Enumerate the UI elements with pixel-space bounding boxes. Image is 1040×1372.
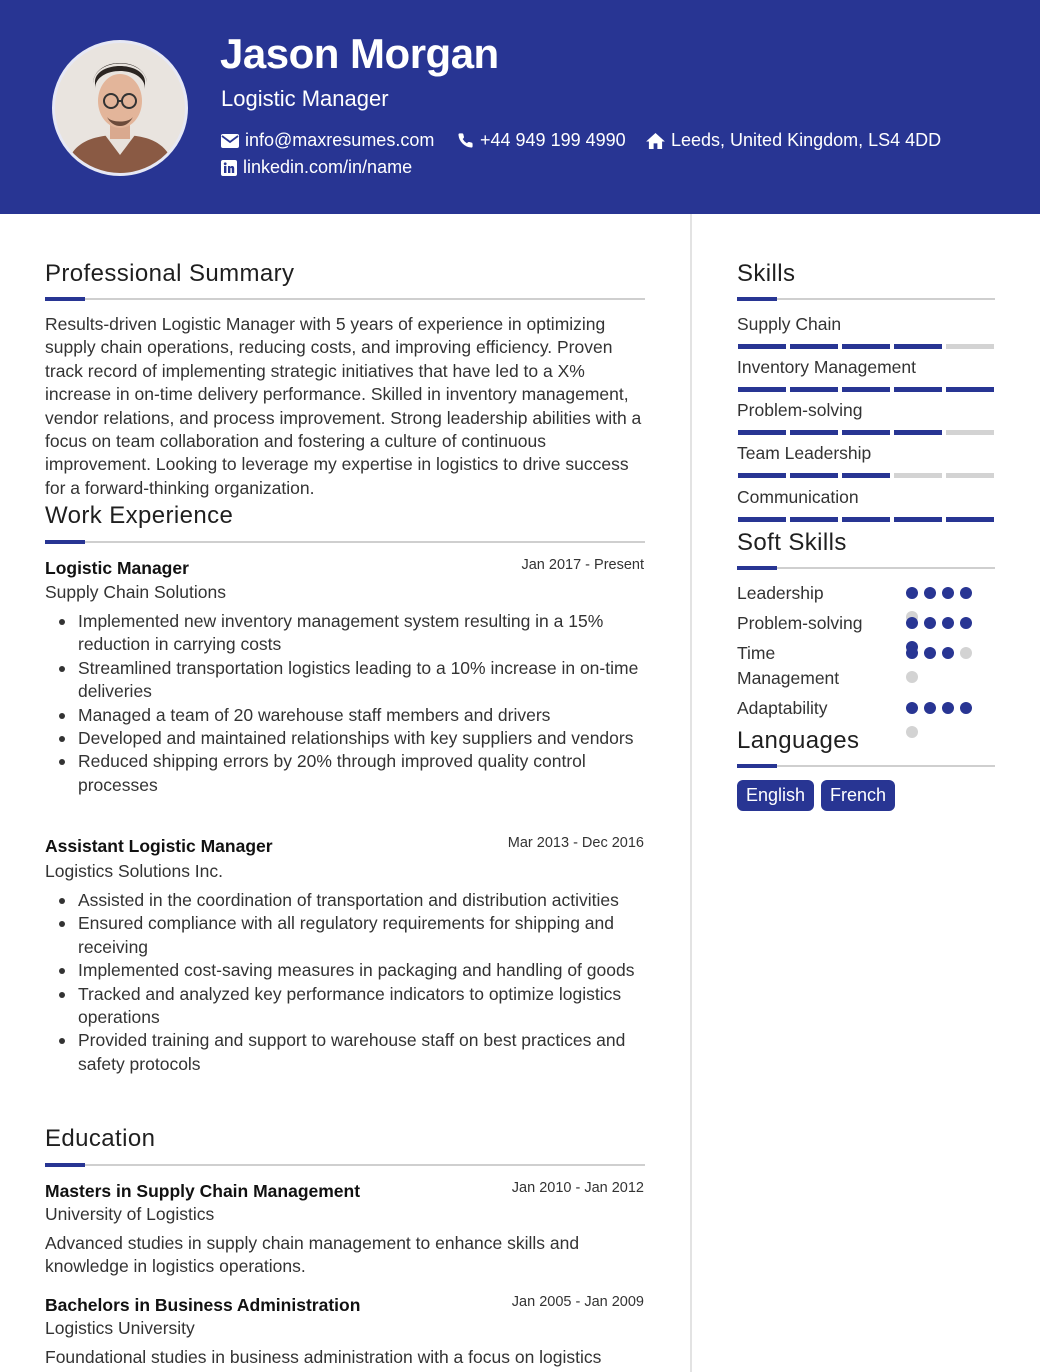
soft-skill-name: Leadership bbox=[737, 583, 824, 603]
job-bullet: Tracked and analyzed key performance indicators to optimize logistics operations bbox=[45, 983, 645, 1030]
skill-bar-segment bbox=[946, 387, 994, 392]
rating-dot bbox=[924, 647, 936, 659]
skill-bar-segment bbox=[842, 344, 890, 349]
profile-photo bbox=[55, 43, 185, 173]
job-bullet: Developed and maintained relationships with key suppliers and vendors bbox=[45, 727, 645, 750]
skill-bar bbox=[738, 344, 994, 349]
degree-description: Foundational studies in business administration with a focus on logistics bbox=[45, 1347, 602, 1367]
rating-dot bbox=[942, 702, 954, 714]
languages-heading: Languages bbox=[737, 727, 860, 754]
skill-name: Team Leadership bbox=[737, 443, 872, 463]
rating-dot bbox=[906, 702, 918, 714]
resume-header bbox=[0, 0, 1040, 214]
rating-dot bbox=[906, 671, 918, 683]
skill-bar-segment bbox=[842, 473, 890, 478]
skill-name: Problem-solving bbox=[737, 400, 863, 420]
skill-bar-segment bbox=[842, 517, 890, 522]
skill-bar-segment bbox=[790, 517, 838, 522]
skill-bar-segment bbox=[790, 473, 838, 478]
skill-bar-segment bbox=[738, 473, 786, 478]
degree-dates: Jan 2010 - Jan 2012 bbox=[511, 1180, 644, 1196]
skill-bar bbox=[738, 430, 994, 435]
summary-rule bbox=[45, 298, 645, 300]
job-dates: Mar 2013 - Dec 2016 bbox=[507, 835, 644, 851]
job-bullet: Assisted in the coordination of transportation and distribution activities bbox=[45, 889, 645, 912]
skill-bar-segment bbox=[790, 430, 838, 435]
skill-bar-segment bbox=[738, 387, 786, 392]
language-badge-french: French bbox=[821, 780, 895, 811]
rating-dot bbox=[924, 587, 936, 599]
skill-bar-segment bbox=[894, 430, 942, 435]
candidate-name: Jason Morgan bbox=[220, 30, 499, 77]
summary-heading: Professional Summary bbox=[45, 260, 295, 287]
skill-bar-segment bbox=[894, 473, 942, 478]
linkedin-text: linkedin.com/in/name bbox=[243, 157, 413, 177]
email-text: info@maxresumes.com bbox=[245, 130, 435, 150]
rating-dot bbox=[960, 617, 972, 629]
candidate-role: Logistic Manager bbox=[221, 86, 389, 111]
rating-dot bbox=[942, 617, 954, 629]
degree-title: Bachelors in Business Administration bbox=[45, 1295, 361, 1315]
rating-dot bbox=[960, 702, 972, 714]
degree-title: Masters in Supply Chain Management bbox=[45, 1181, 361, 1201]
soft-skills-heading: Soft Skills bbox=[737, 529, 847, 556]
degree-dates: Jan 2005 - Jan 2009 bbox=[511, 1294, 644, 1310]
skill-bar-segment bbox=[842, 430, 890, 435]
phone-text: +44 949 199 4990 bbox=[480, 130, 626, 150]
skill-name: Supply Chain bbox=[737, 314, 842, 334]
experience-heading: Work Experience bbox=[45, 502, 234, 529]
contact-linkedin[interactable] bbox=[221, 157, 412, 178]
job-bullet: Streamlined transportation logistics leading to a 10% increase in on-time deliveries bbox=[45, 657, 645, 704]
skill-bar-segment bbox=[894, 344, 942, 349]
rating-dot bbox=[906, 647, 918, 659]
job-company: Logistics Solutions Inc. bbox=[45, 861, 224, 881]
job-dates: Jan 2017 - Present bbox=[521, 557, 644, 573]
skill-name: Communication bbox=[737, 487, 859, 507]
location-text: Leeds, United Kingdom, LS4 4DD bbox=[671, 130, 942, 150]
experience-rule bbox=[45, 541, 645, 543]
school-name: University of Logistics bbox=[45, 1204, 215, 1224]
rating-dot bbox=[942, 647, 954, 659]
skill-bar-segment bbox=[894, 387, 942, 392]
school-name: Logistics University bbox=[45, 1318, 195, 1338]
skill-bar-segment bbox=[790, 387, 838, 392]
education-heading: Education bbox=[45, 1125, 156, 1152]
skill-bar-segment bbox=[946, 517, 994, 522]
skill-bar-segment bbox=[738, 430, 786, 435]
soft-skill-rating bbox=[906, 702, 980, 738]
job-bullet: Managed a team of 20 warehouse staff members and drivers bbox=[45, 704, 645, 727]
skill-bar bbox=[738, 387, 994, 392]
job-bullet: Provided training and support to warehouse staff on best practices and safety protocols bbox=[45, 1029, 645, 1076]
job-bullet: Implemented new inventory management system resulting in a 15% reduction in carrying costs bbox=[45, 610, 645, 657]
job-title: Assistant Logistic Manager bbox=[45, 836, 273, 856]
rating-dot bbox=[960, 647, 972, 659]
skill-bar-segment bbox=[946, 344, 994, 349]
education-rule bbox=[45, 1164, 645, 1166]
rating-dot bbox=[924, 617, 936, 629]
soft-skill-name: Adaptability bbox=[737, 698, 828, 718]
envelope-icon bbox=[221, 134, 239, 148]
skill-bar bbox=[738, 517, 994, 522]
job-bullets bbox=[45, 889, 645, 1076]
rating-dot bbox=[906, 617, 918, 629]
skills-heading: Skills bbox=[737, 260, 796, 287]
soft-skill-name: Time Management bbox=[737, 643, 840, 688]
rating-dot bbox=[924, 702, 936, 714]
rating-dot bbox=[906, 587, 918, 599]
soft-skill-name: Problem-solving bbox=[737, 613, 863, 633]
skill-name: Inventory Management bbox=[737, 357, 916, 377]
linkedin-icon bbox=[221, 160, 237, 176]
rating-dot bbox=[906, 726, 918, 738]
languages-rule bbox=[737, 765, 995, 767]
skills-rule bbox=[737, 298, 995, 300]
skill-bar-segment bbox=[894, 517, 942, 522]
rating-dot bbox=[942, 587, 954, 599]
soft-skill-rating bbox=[906, 647, 980, 683]
home-icon bbox=[646, 133, 665, 149]
degree-description: Advanced studies in supply chain management to enhance skills and knowledge in logistics operations. bbox=[45, 1233, 580, 1277]
contact-phone[interactable] bbox=[457, 130, 626, 151]
contact-email[interactable] bbox=[221, 130, 434, 151]
phone-icon bbox=[457, 132, 474, 149]
skill-bar-segment bbox=[842, 387, 890, 392]
skill-bar-segment bbox=[946, 473, 994, 478]
soft-skills-rule bbox=[737, 567, 995, 569]
summary-text: Results-driven Logistic Manager with 5 years of experience in optimizing supply chain operations, reducing costs, and improving efficiency. Proven track record of implementing strategic initiatives that have led to a X% increase in on-time delivery performance. Skilled in inventory management, vendor relations, and process improvement. Strong leadership abilities with a focus on team collaboration and fostering a culture of continuous improvement. Looking to leverage my expertise in logistics to drive success for a forward-thinking organization. bbox=[45, 314, 642, 498]
skill-bar-segment bbox=[738, 517, 786, 522]
job-bullet: Reduced shipping errors by 20% through improved quality control processes bbox=[45, 750, 645, 797]
job-company: Supply Chain Solutions bbox=[45, 582, 226, 602]
rating-dot bbox=[960, 587, 972, 599]
job-bullet: Implemented cost-saving measures in packaging and handling of goods bbox=[45, 959, 645, 982]
avatar bbox=[52, 40, 188, 176]
skill-bar-segment bbox=[738, 344, 786, 349]
column-divider bbox=[690, 214, 692, 1372]
skill-bar-segment bbox=[790, 344, 838, 349]
job-bullets bbox=[45, 610, 645, 797]
skill-bar bbox=[738, 473, 994, 478]
language-badge-english: English bbox=[737, 780, 814, 811]
skill-bar-segment bbox=[946, 430, 994, 435]
job-bullet: Ensured compliance with all regulatory requirements for shipping and receiving bbox=[45, 912, 645, 959]
job-title: Logistic Manager bbox=[45, 558, 189, 578]
contact-location bbox=[646, 130, 941, 151]
